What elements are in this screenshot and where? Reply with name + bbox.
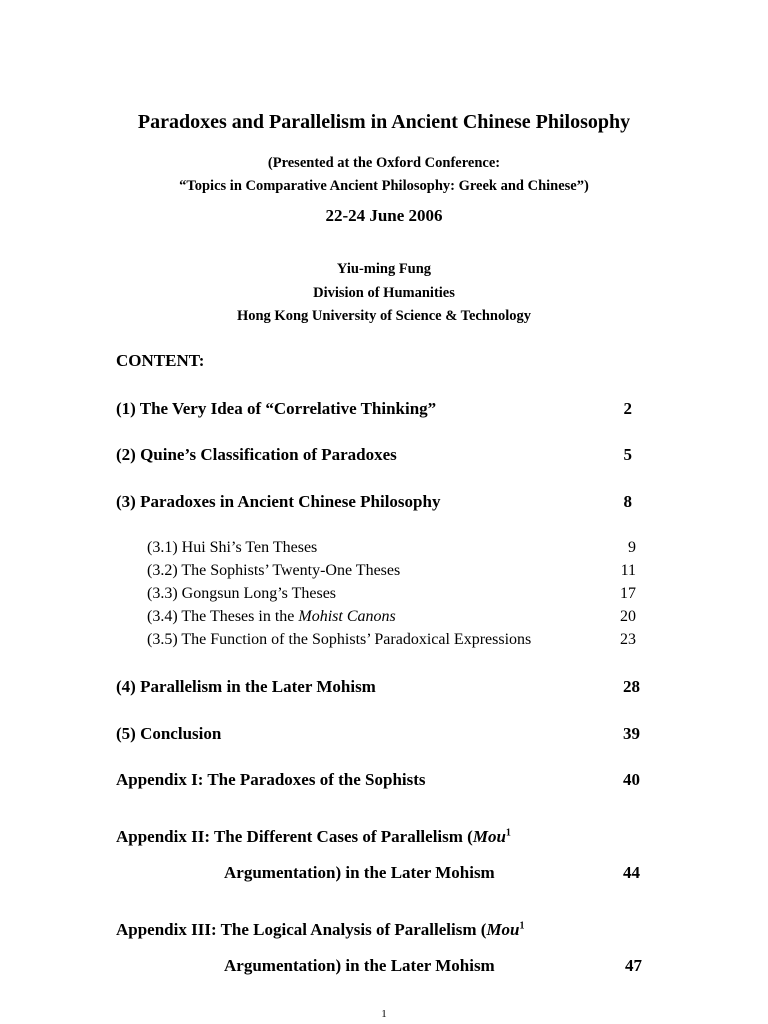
toc-section-1: (1) The Very Idea of “Correlative Thinking” [116,399,437,418]
toc-section-5-page: 39 [623,724,640,743]
toc-subsection-3-5-page: 23 [620,631,636,648]
presented-line-2: “Topics in Comparative Ancient Philosophy: Greek and Chinese”) [179,178,589,194]
toc-section-2-page: 5 [623,445,632,464]
toc-appendix-3-line-1 [116,920,525,940]
toc-appendix-2-prefix: Appendix II: The Different Cases of Parallelism ( [116,827,473,846]
toc-appendix-2-line-2: Argumentation) in the Later Mohism [224,863,495,882]
toc-subsection-3-3: (3.3) Gongsun Long’s Theses [147,585,337,602]
contents-heading: CONTENT: [116,351,205,370]
toc-subsection-3-4-italic: Mohist Canons [298,608,396,625]
toc-section-3: (3) Paradoxes in Ancient Chinese Philosophy [116,492,441,511]
toc-appendix-2-sup: 1 [505,827,511,839]
toc-subsection-3-4-prefix: (3.4) The Theses in the [147,608,299,625]
toc-appendix-3-line-2: Argumentation) in the Later Mohism [224,956,495,975]
toc-appendix-2-page: 44 [623,863,640,882]
toc-subsection-3-2: (3.2) The Sophists’ Twenty-One Theses [147,562,401,579]
toc-section-1-page: 2 [623,399,632,418]
toc-appendix-1-page: 40 [623,770,640,789]
document-title: Paradoxes and Parallelism in Ancient Chinese Philosophy [137,111,631,133]
toc-subsection-3-5: (3.5) The Function of the Sophists’ Paradoxical Expressions [147,631,532,648]
toc-appendix-1: Appendix I: The Paradoxes of the Sophists [116,770,426,789]
author-name: Yiu-ming Fung [336,261,432,277]
toc-subsection-3-4-page: 20 [620,608,636,625]
toc-section-3-page: 8 [623,492,632,511]
toc-subsection-3-2-page: 11 [620,562,636,579]
toc-appendix-3-sup: 1 [519,920,525,932]
toc-subsection-3-3-page: 17 [620,585,636,602]
toc-section-4-page: 28 [623,677,640,696]
toc-section-2: (2) Quine’s Classification of Paradoxes [116,445,397,464]
toc-appendix-3-page: 47 [625,956,642,975]
toc-appendix-2-line-1 [116,827,511,847]
toc-appendix-2-italic: Mou [472,827,506,846]
toc-subsection-3-4 [147,608,396,626]
author-university: Hong Kong University of Science & Technology [236,308,532,324]
page-number: 1 [381,1008,387,1020]
toc-subsection-3-1-page: 9 [628,539,636,556]
toc-subsection-3-1: (3.1) Hui Shi’s Ten Theses [147,539,318,556]
toc-appendix-3-italic: Mou [486,920,520,939]
presented-line-1: (Presented at the Oxford Conference: [267,155,501,171]
author-division: Division of Humanities [313,285,455,301]
conference-date: 22-24 June 2006 [325,206,443,225]
toc-section-5: (5) Conclusion [116,724,222,743]
toc-appendix-3-prefix: Appendix III: The Logical Analysis of Parallelism ( [116,920,487,939]
toc-section-4: (4) Parallelism in the Later Mohism [116,677,376,696]
